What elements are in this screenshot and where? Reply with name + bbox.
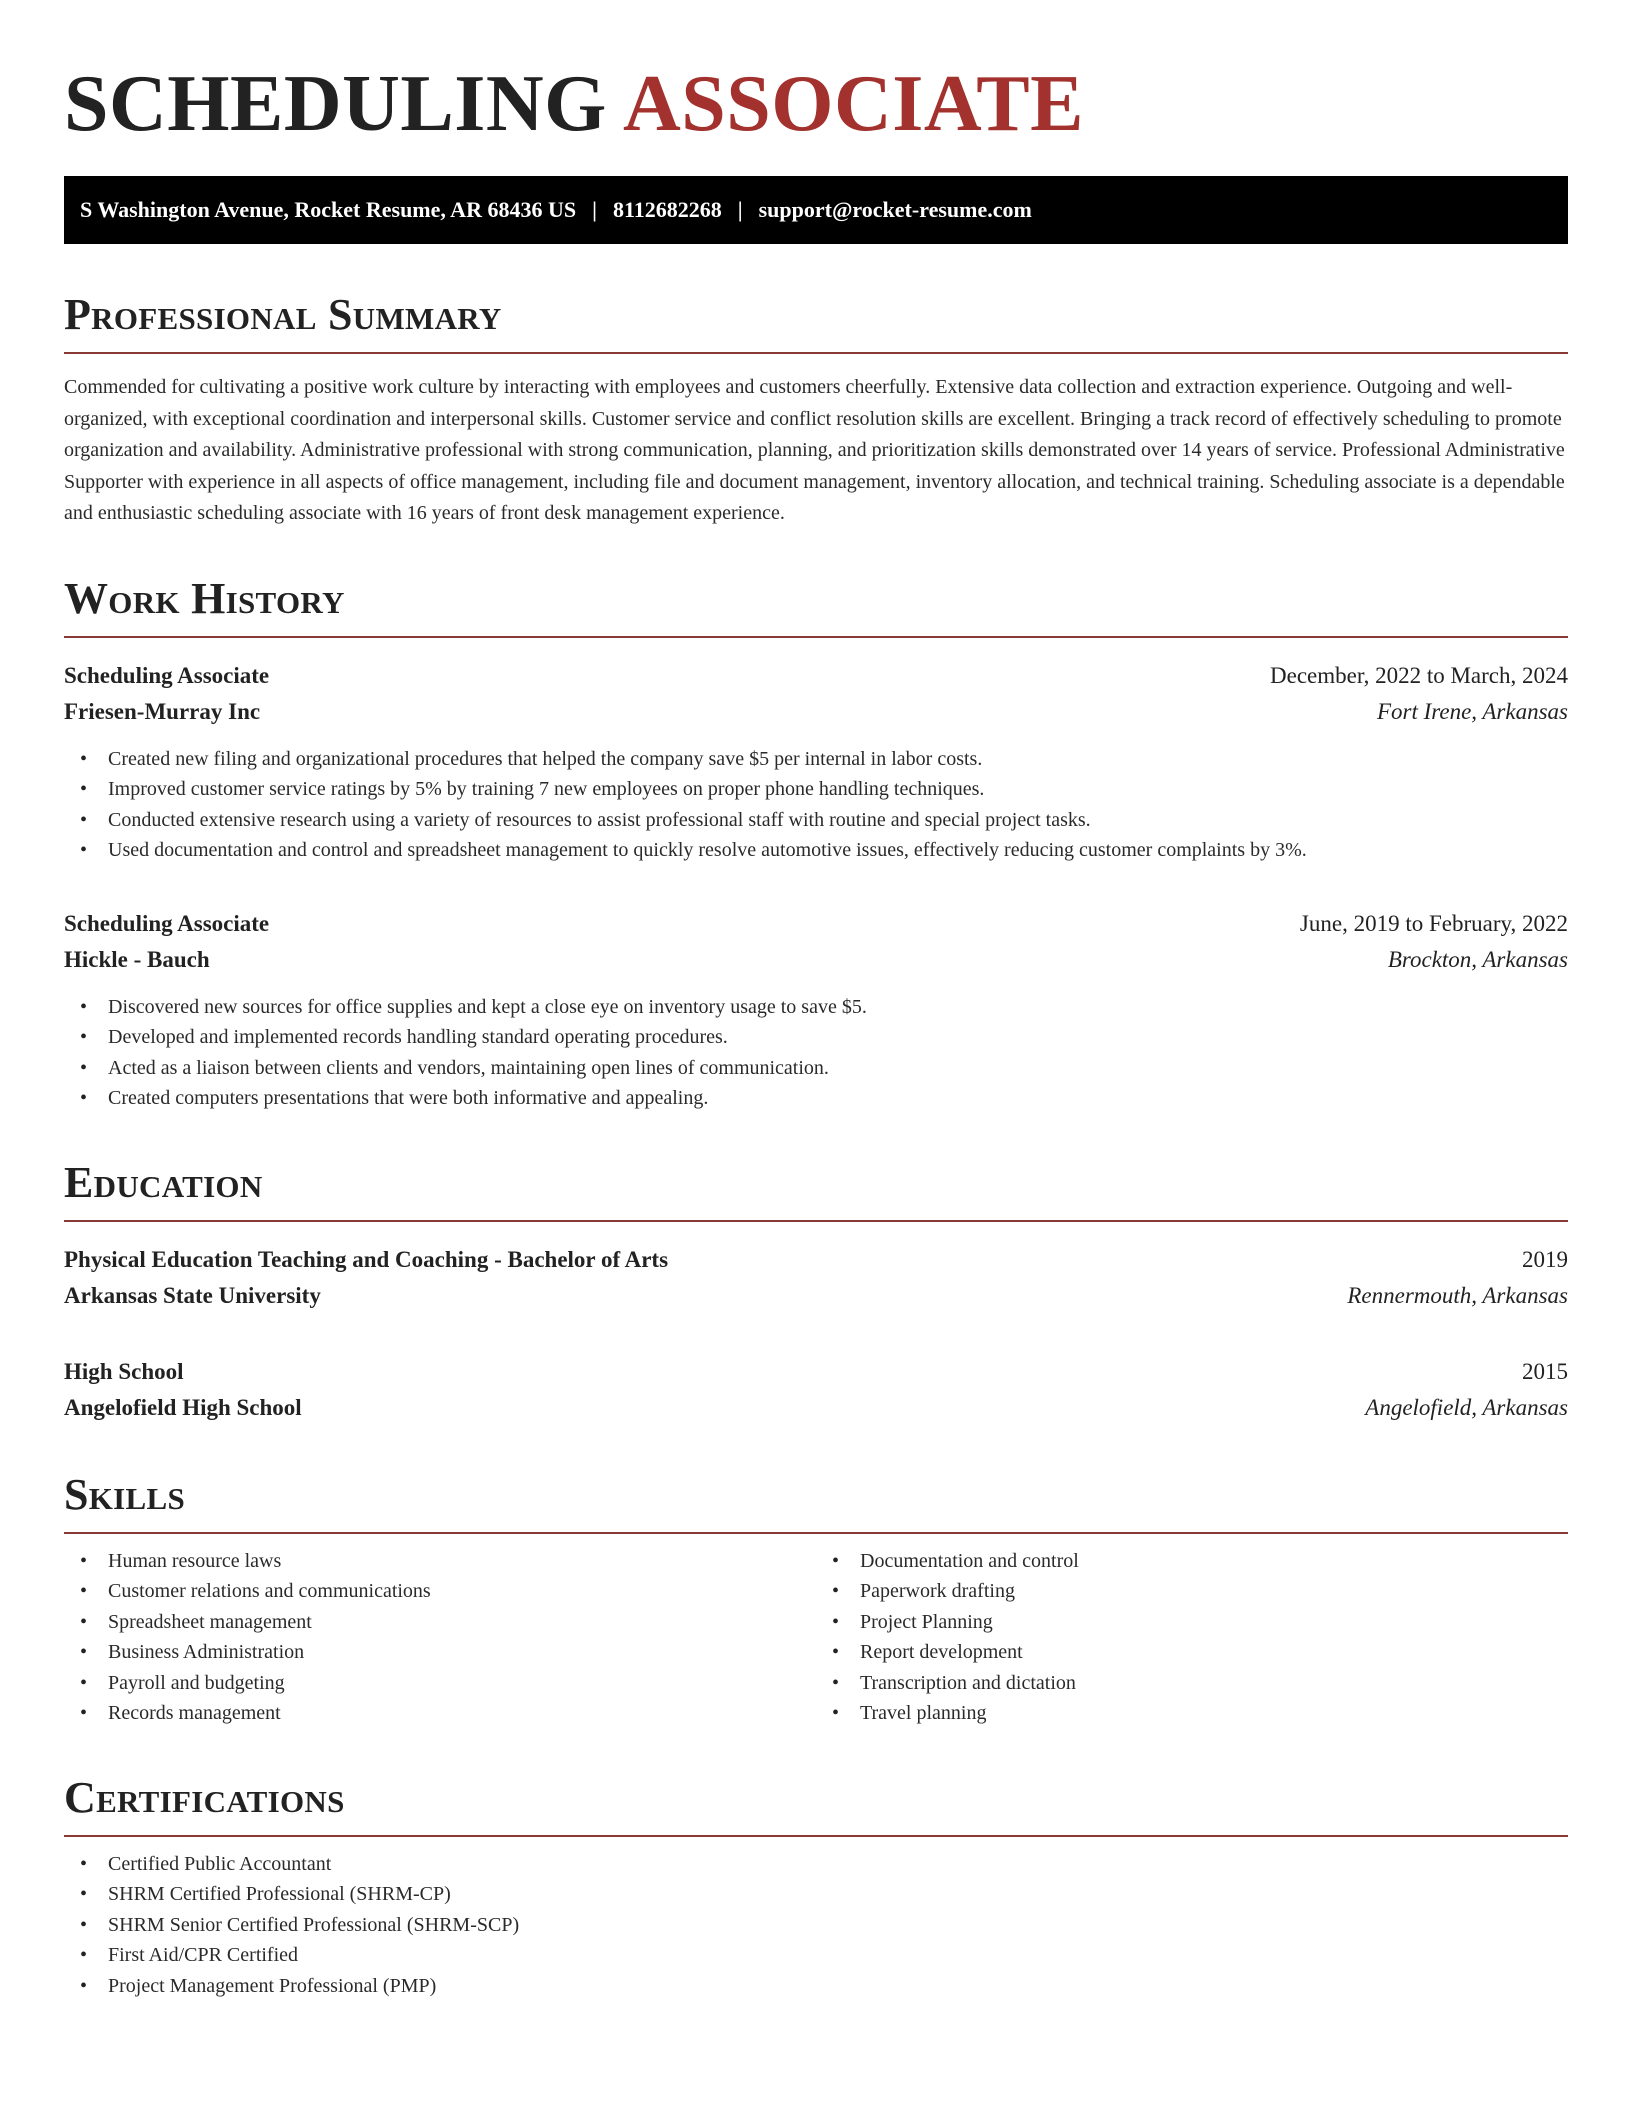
contact-email: support@rocket-resume.com [758, 197, 1032, 222]
job-bullet: • Developed and implemented records handling standard operating procedures. [80, 1022, 1568, 1053]
job-bullet: • Created computers presentations that were both informative and appealing. [80, 1083, 1568, 1114]
skills-grid [64, 1546, 1568, 1729]
section-title-summary: Professional Summary [64, 290, 502, 339]
skill-item: • Payroll and budgeting [80, 1668, 816, 1699]
skill-item: • Report development [832, 1637, 1568, 1668]
name-last: ASSOCIATE [622, 60, 1084, 148]
contact-bar [64, 176, 1568, 244]
job-location: Fort Irene, Arkansas [1376, 698, 1568, 724]
contact-address: S Washington Avenue, Rocket Resume, AR 68436 US [80, 197, 577, 222]
section-title-certifications: Certifications [64, 1772, 345, 1822]
skills-section [64, 1470, 1568, 1729]
education-section [64, 1158, 1568, 1426]
section-divider [64, 352, 1568, 354]
certification-item: • Project Management Professional (PMP) [80, 1971, 1568, 2002]
job-entry [64, 658, 1568, 866]
work-history-section [64, 574, 1568, 1114]
job-bullet: • Created new filing and organizational procedures that helped the company save $5 per internal in labor costs. [80, 744, 1568, 775]
contact-separator: | [592, 197, 597, 222]
certification-item: • Certified Public Accountant [80, 1849, 1568, 1880]
job-bullets [64, 992, 1568, 1114]
skill-item: • Customer relations and communications [80, 1576, 816, 1607]
section-title-skills: Skills [64, 1469, 186, 1519]
certification-item: • SHRM Certified Professional (SHRM-CP) [80, 1879, 1568, 1910]
section-divider [64, 1220, 1568, 1222]
education-location: Rennermouth, Arkansas [1347, 1282, 1568, 1308]
job-bullet: • Improved customer service ratings by 5% by training 7 new employees on proper phone handling techniques. [80, 774, 1568, 805]
job-role: Scheduling Associate [64, 662, 270, 688]
section-divider [64, 1532, 1568, 1534]
job-role: Scheduling Associate [64, 910, 270, 936]
certifications-list [64, 1849, 1568, 2002]
skill-item: • Documentation and control [832, 1546, 1568, 1577]
job-bullets [64, 744, 1568, 866]
education-year: 2015 [1522, 1358, 1568, 1384]
job-entry [64, 906, 1568, 1114]
job-company: Hickle - Bauch [64, 946, 210, 972]
education-school: Angelofield High School [64, 1394, 302, 1420]
skills-column-left [64, 1546, 816, 1729]
skill-item: • Business Administration [80, 1637, 816, 1668]
section-divider [64, 1835, 1568, 1837]
certifications-section [64, 1773, 1568, 2002]
skills-column-right [816, 1546, 1568, 1729]
job-dates: June, 2019 to February, 2022 [1299, 910, 1568, 936]
contact-separator: | [737, 197, 743, 222]
job-company: Friesen-Murray Inc [64, 698, 261, 724]
skill-item: • Spreadsheet management [80, 1607, 816, 1638]
job-bullet: • Discovered new sources for office supplies and kept a close eye on inventory usage to save $5. [80, 992, 1568, 1023]
name-first: SCHEDULING [64, 60, 607, 148]
education-school: Arkansas State University [64, 1282, 321, 1308]
section-title-work-history: Work History [64, 573, 345, 623]
skill-item: • Records management [80, 1698, 816, 1729]
skill-item: • Project Planning [832, 1607, 1568, 1638]
section-title-education: Education [64, 1157, 263, 1207]
skill-item: • Travel planning [832, 1698, 1568, 1729]
education-location: Angelofield, Arkansas [1365, 1394, 1568, 1420]
certification-item: • First Aid/CPR Certified [80, 1940, 1568, 1971]
job-location: Brockton, Arkansas [1387, 946, 1568, 972]
certification-item: • SHRM Senior Certified Professional (SHRM-SCP) [80, 1910, 1568, 1941]
summary-section [64, 290, 1568, 530]
job-dates: December, 2022 to March, 2024 [1270, 662, 1568, 688]
resume-name [64, 56, 1568, 152]
contact-phone: 8112682268 [612, 197, 722, 222]
education-degree: High School [64, 1358, 184, 1384]
section-divider [64, 636, 1568, 638]
summary-text: Commended for cultivating a positive work culture by interacting with employees and customers cheerfully. Extensive data collection and extraction experience. Outgoing and well-organized, with exceptional coordination and interpersonal skills. Customer service and conflict resolution skills are excellent. Bringing a track record of effectively scheduling to promote organization and availability. Administrative professional with strong communication, planning, and prioritization skills demonstrated over 14 years of service. Professional Administrative Supporter with experience in all aspects of office management, including file and document management, inventory allocation, and technical training. Scheduling associate is a dependable and enthusiastic scheduling associate with 16 years of front desk management experience. [64, 376, 1565, 524]
job-bullet: • Acted as a liaison between clients and vendors, maintaining open lines of communication. [80, 1053, 1568, 1084]
skill-item: • Human resource laws [80, 1546, 816, 1577]
skill-item: • Transcription and dictation [832, 1668, 1568, 1699]
job-bullet: • Conducted extensive research using a variety of resources to assist professional staff with routine and special project tasks. [80, 805, 1568, 836]
education-entry [64, 1354, 1568, 1426]
education-entry [64, 1242, 1568, 1314]
skill-item: • Paperwork drafting [832, 1576, 1568, 1607]
education-year: 2019 [1522, 1246, 1568, 1272]
education-degree: Physical Education Teaching and Coaching - Bachelor of Arts [64, 1246, 669, 1272]
job-bullet: • Used documentation and control and spreadsheet management to quickly resolve automotive issues, effectively reducing customer complaints by 3%. [80, 835, 1568, 866]
